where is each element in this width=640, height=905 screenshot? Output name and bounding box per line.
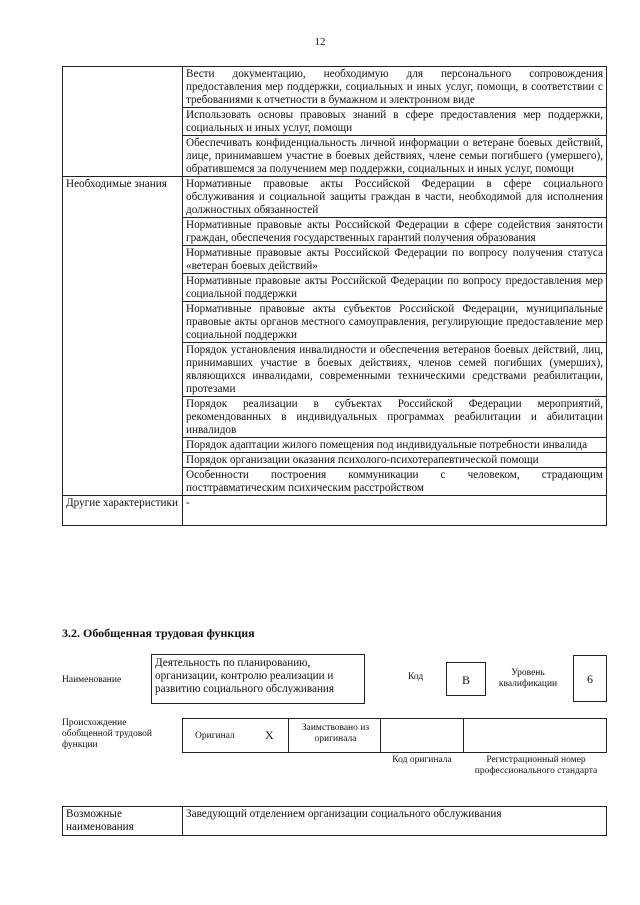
other-characteristics-value: - (183, 496, 607, 526)
reg-number-caption: Регистрационный номер профессионального стандарта (474, 755, 598, 776)
ability-cell: Использовать основы правовых знаний в сфере предоставления мер поддержки, социальных и иных услуг, помощи (183, 108, 607, 136)
code-original-box (380, 718, 464, 753)
original-box (182, 718, 289, 753)
knowledge-cell: Порядок адаптации жилого помещения под индивидуальные потребности инвалида (183, 438, 607, 453)
original-mark: X (265, 728, 274, 742)
code-value: B (446, 662, 486, 696)
function-name-label: Наименование (62, 675, 122, 685)
section-title: 3.2. Обобщенная трудовая функция (62, 626, 255, 640)
possible-names-value: Заведующий отделением организации социального обслуживания (183, 807, 607, 836)
possible-names-table (62, 806, 607, 836)
knowledge-cell: Порядок реализации в субъектах Российской Федерации мероприятий, рекомендованных в индивидуальных программах реабилитации и абилитации инвалидов (183, 397, 607, 438)
qualification-level-label: Уровень квалификации (498, 668, 558, 689)
ability-cell: Вести документацию, необходимую для персонального сопровождения предоставления мер поддержки, социальных и иных услуг, помощи, в соответствии с требованиями к отчетности в бумажном и электронном виде (183, 67, 607, 108)
knowledge-cell: Нормативные правовые акты Российской Федерации по вопросу получения статуса «ветеран боевых действий» (183, 246, 607, 274)
knowledge-cell: Нормативные правовые акты субъектов Российской Федерации, муниципальные правовые акты органов местного самоуправления, регулирующие предоставление мер социальной поддержки (183, 302, 607, 343)
original-label: Оригинал (195, 731, 235, 741)
continued-label-cell (63, 67, 183, 177)
table-row (63, 177, 607, 218)
knowledge-cell: Нормативные правовые акты Российской Федерации в сфере социального обслуживания и социальной защиты граждан в части, необходимой для исполнения должностных обязанностей (183, 177, 607, 218)
qualification-level-value: 6 (573, 655, 607, 702)
knowledge-cell: Нормативные правовые акты Российской Федерации в сфере содействия занятости граждан, обеспечения государственных гарантий получения образования (183, 218, 607, 246)
other-characteristics-label: Другие характеристики (63, 496, 183, 526)
reg-number-box (463, 718, 607, 753)
page-number: 12 (314, 36, 326, 48)
knowledge-cell: Порядок установления инвалидности и обеспечения ветеранов боевых действий, лиц, принимавших участие в боевых действиях, членов семей погибших (умерших), являющихся инвалидами, современными техническими средствами реабилитации, протезами (183, 343, 607, 397)
table-row (63, 496, 607, 526)
origin-label: Происхождение обобщенной трудовой функции (62, 718, 152, 750)
function-name-value: Деятельность по планированию, организации, контролю реализации и развитию социального обслуживания (151, 654, 365, 704)
possible-names-label: Возможные наименования (63, 807, 183, 836)
borrowed-box (288, 718, 381, 753)
labor-function-table (62, 66, 607, 526)
code-original-caption: Код оригинала (392, 755, 452, 765)
table-row (63, 67, 607, 108)
knowledge-cell: Порядок организации оказания психолого-психотерапевтической помощи (183, 453, 607, 468)
table-row (63, 807, 607, 836)
ability-cell: Обеспечивать конфиденциальность личной информации о ветеране боевых действий, лице, принимавшем участие в боевых действиях, члене семьи погибшего (умершего), обратившемся за получением мер поддержки, социальных и иных услуг, помощи (183, 136, 607, 177)
code-label: Код (408, 672, 424, 682)
knowledge-cell: Нормативные правовые акты Российской Федерации по вопросу предоставления мер социальной поддержки (183, 274, 607, 302)
knowledge-cell: Особенности построения коммуникации с человеком, страдающим посттравматическим психическим расстройством (183, 468, 607, 496)
borrowed-label: Заимствовано из оригинала (301, 723, 370, 744)
knowledge-label: Необходимые знания (63, 177, 183, 496)
